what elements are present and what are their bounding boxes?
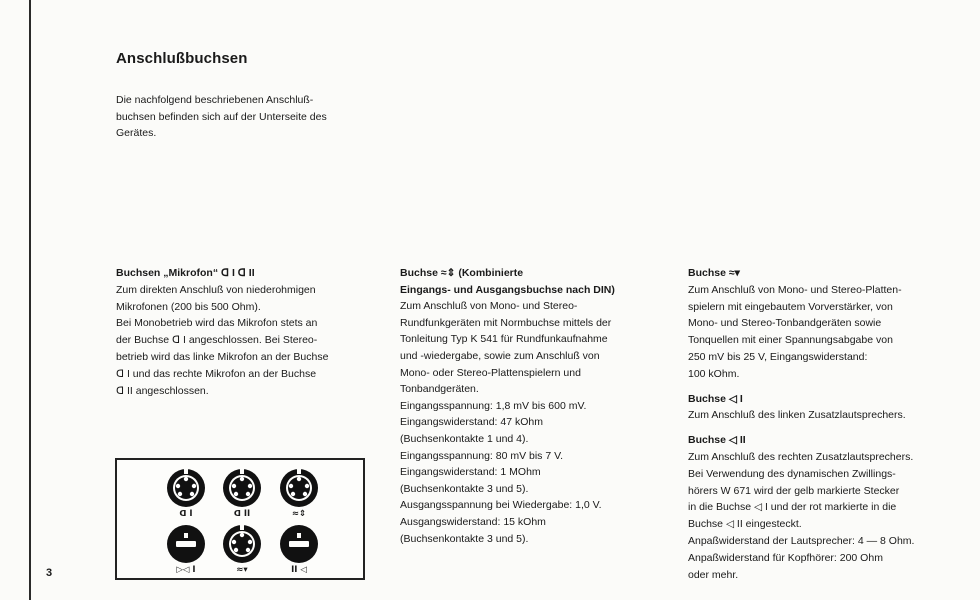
text-line: Zum Anschluß von Mono- und Stereo- <box>400 300 578 313</box>
text-line: Eingangswiderstand: 47 kOhm <box>400 416 543 429</box>
socket-label: ▷◁ I <box>176 565 196 575</box>
din-socket-icon <box>222 524 262 564</box>
page-title: Anschlußbuchsen <box>116 50 248 67</box>
speaker-socket-icon <box>279 524 319 564</box>
socket-label: ᗡ II <box>233 509 251 519</box>
microphone-section <box>116 265 381 399</box>
text-line: Ausgangsspannung bei Wiedergabe: 1,0 V. <box>400 499 602 512</box>
socket-label: ≈▾ <box>236 565 248 575</box>
text-line: Buchse ◁ II eingesteckt. <box>688 518 802 531</box>
text-line: Zum direkten Anschluß von niederohmigen <box>116 283 316 296</box>
text-line: spielern mit eingebautem Vorverstärker, von <box>688 300 893 313</box>
intro-paragraph <box>116 92 381 142</box>
text-line: 100 kOhm. <box>688 367 740 380</box>
text-line: (Buchsenkontakte 3 und 5). <box>400 532 529 545</box>
text-line: Eingangsspannung: 1,8 mV bis 600 mV. <box>400 399 587 412</box>
phono-heading: Buchse ≈▾ <box>688 267 740 279</box>
text-line: Mono- und Stereo-Tonbandgeräten sowie <box>688 317 882 330</box>
text-line: in die Buchse ◁ I und der rot markierte in die <box>688 501 897 514</box>
intro-line: Die nachfolgend beschriebenen Anschluß- <box>116 94 314 106</box>
text-line: oder mehr. <box>688 568 739 581</box>
socket-panel-illustration <box>115 458 365 580</box>
text-line: Zum Anschluß des rechten Zusatzlautsprechers. <box>688 450 914 463</box>
din-socket-section <box>400 265 665 547</box>
text-line: Eingangsspannung: 80 mV bis 7 V. <box>400 449 564 462</box>
speaker-socket-section <box>688 265 960 583</box>
text-line: Bei Monobetrieb wird das Mikrofon stets an <box>116 317 318 330</box>
text-line: Mono- oder Stereo-Plattenspielern und <box>400 366 581 379</box>
text-line: hörers W 671 wird der gelb markierte Stecker <box>688 484 900 497</box>
microphone-heading: Buchsen „Mikrofon“ ᗡ I ᗡ II <box>116 267 255 279</box>
socket-label: ᗡ I <box>179 509 193 519</box>
text-line: Ausgangswiderstand: 15 kOhm <box>400 515 546 528</box>
text-line: Zum Anschluß von Mono- und Stereo-Platten- <box>688 283 902 296</box>
intro-line: buchsen befinden sich auf der Unterseite des <box>116 110 327 123</box>
speaker-socket-icon <box>166 524 206 564</box>
text-line: betrieb wird das linke Mikrofon an der Buchse <box>116 350 329 363</box>
socket-label: ≈⇕ <box>291 509 307 519</box>
din-socket-icon <box>222 468 262 508</box>
text-line: der Buchse ᗡ I angeschlossen. Bei Stereo- <box>116 334 318 347</box>
speaker-right-heading: Buchse ◁ II <box>688 434 746 447</box>
text-line: Rundfunkgeräten mit Normbuchse mittels der <box>400 316 612 329</box>
text-line: (Buchsenkontakte 1 und 4). <box>400 432 529 445</box>
text-line: Tonleitung Typ K 541 für Rundfunkaufnahme <box>400 333 608 346</box>
speaker-left-heading: Buchse ◁ I <box>688 392 743 405</box>
text-line: ᗡ I und das rechte Mikrofon an der Buchse <box>116 367 317 380</box>
text-line: (Buchsenkontakte 3 und 5). <box>400 482 529 495</box>
text-line: und -wiedergabe, sowie zum Anschluß von <box>400 349 600 362</box>
din-heading: Eingangs- und Ausgangsbuchse nach DIN) <box>400 283 615 296</box>
text-line: 250 mV bis 25 V, Eingangswiderstand: <box>688 350 868 363</box>
text-line: Tonquellen mit einer Spannungsabgabe von <box>688 334 893 347</box>
text-line: Mikrofonen (200 bis 500 Ohm). <box>116 300 261 313</box>
socket-label: II ◁ <box>291 565 307 575</box>
text-line: Tonbandgeräten. <box>400 383 479 396</box>
text-line: Anpaßwiderstand der Lautsprecher: 4 — 8 Ohm. <box>688 534 915 547</box>
text-line: ᗡ II angeschlossen. <box>116 384 209 397</box>
din-heading: Buchse ≈⇕ (Kombinierte <box>400 267 524 279</box>
din-socket-icon <box>166 468 206 508</box>
text-line: Bei Verwendung des dynamischen Zwillings- <box>688 467 896 480</box>
text-line: Zum Anschluß des linken Zusatzlautsprechers. <box>688 409 906 422</box>
text-line: Eingangswiderstand: 1 MOhm <box>400 466 541 479</box>
page-number: 3 <box>46 567 53 579</box>
margin-rule <box>29 0 31 600</box>
din-socket-icon <box>279 468 319 508</box>
intro-line: Gerätes. <box>116 127 157 139</box>
text-line: Anpaßwiderstand für Kopfhörer: 200 Ohm <box>688 551 883 564</box>
